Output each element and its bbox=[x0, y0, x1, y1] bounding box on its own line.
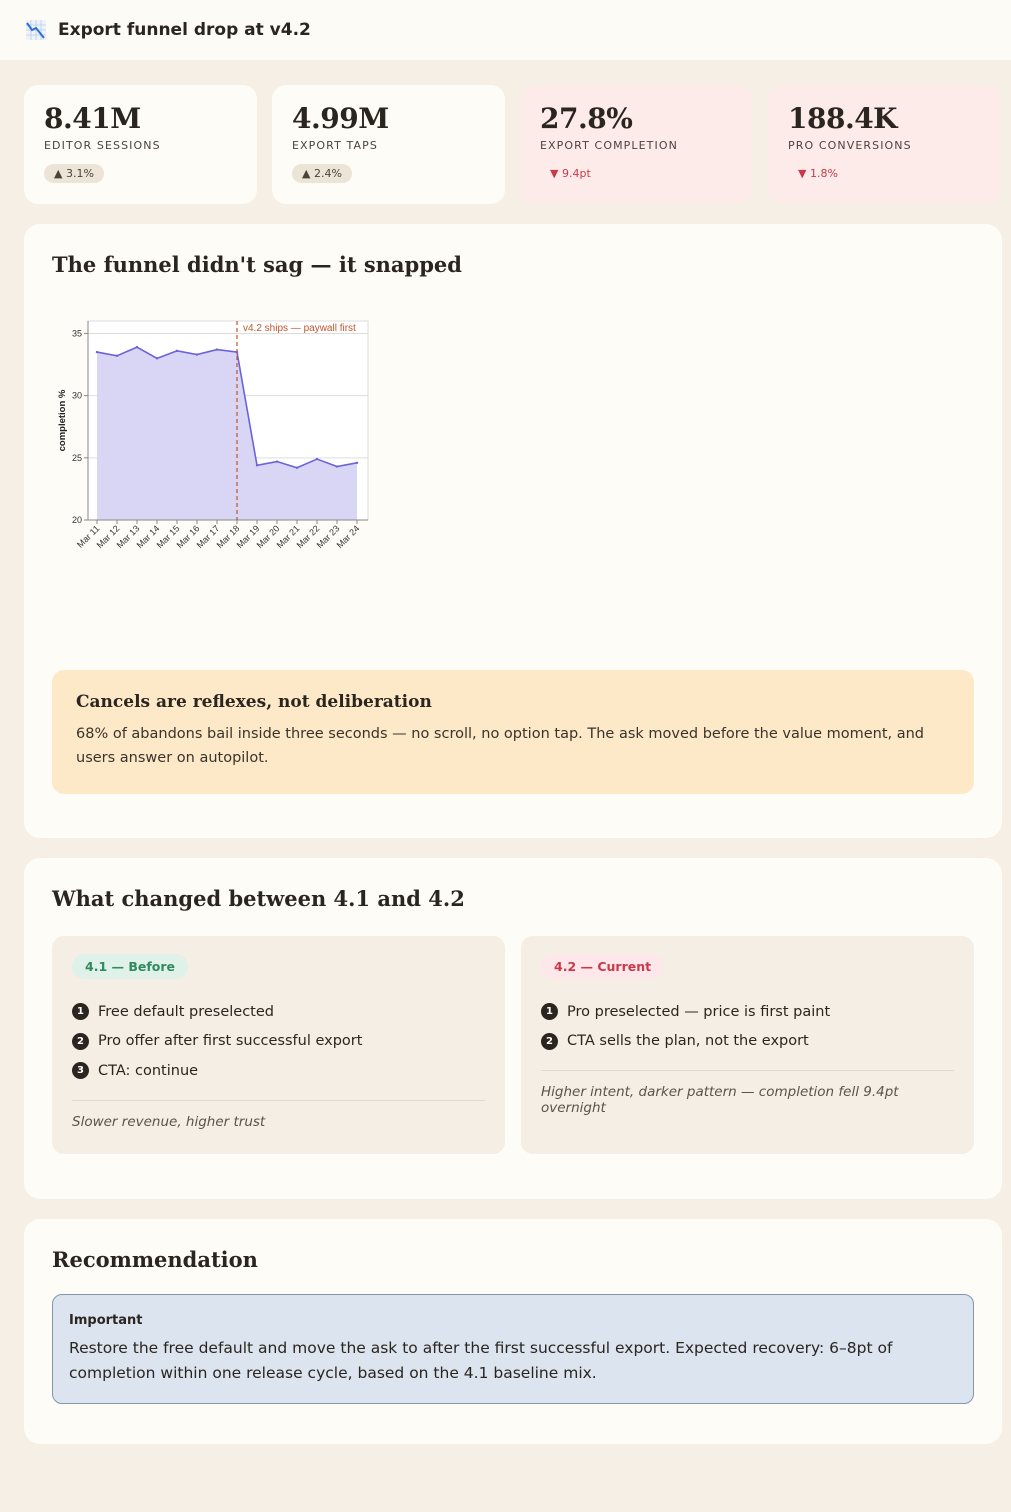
kpi-label: EDITOR SESSIONS bbox=[44, 139, 161, 152]
list-item: 3 CTA: continue bbox=[72, 1056, 485, 1086]
data-point bbox=[96, 351, 98, 353]
kpi-value: 4.99M bbox=[292, 102, 389, 135]
y-tick-label: 30 bbox=[71, 390, 82, 401]
kpi-delta-badge: ▲ 2.4% bbox=[292, 164, 352, 183]
completion-chart bbox=[52, 310, 374, 562]
triangle-up-icon: ▲ bbox=[54, 167, 66, 180]
divider bbox=[541, 1070, 954, 1071]
kpi-label: EXPORT TAPS bbox=[292, 139, 378, 152]
triangle-down-icon: ▼ bbox=[550, 167, 562, 180]
data-point bbox=[136, 346, 138, 348]
kpi-card-export-taps bbox=[272, 85, 505, 204]
version-tag: 4.1 — Before bbox=[72, 954, 188, 979]
data-point bbox=[156, 357, 158, 359]
kpi-value: 27.8% bbox=[540, 102, 633, 135]
x-tick-label: Mar 11 bbox=[75, 523, 102, 550]
page-title: Export funnel drop at v4.2 bbox=[58, 20, 311, 40]
data-point bbox=[316, 458, 318, 460]
alert-body: Restore the free default and move the ask to after the first successful export. Expected recovery: 6–8pt of completion within one release cycle, based on the 4.1 baseline mix. bbox=[69, 1339, 893, 1382]
panel-note: Higher intent, darker pattern — completion fell 9.4pt overnight bbox=[541, 1084, 899, 1116]
callout-title: Cancels are reflexes, not deliberation bbox=[76, 692, 432, 712]
recommendation-section bbox=[24, 1219, 1002, 1444]
triangle-down-icon: ▼ bbox=[798, 167, 810, 180]
data-point bbox=[356, 462, 358, 464]
kpi-delta-badge: ▼ 9.4pt bbox=[550, 167, 591, 180]
before-panel bbox=[52, 936, 505, 1154]
section-heading: Recommendation bbox=[52, 1247, 258, 1272]
kpi-label: EXPORT COMPLETION bbox=[540, 139, 678, 152]
chart-decreasing-icon bbox=[24, 18, 48, 42]
divider bbox=[72, 1100, 485, 1101]
trend-section bbox=[24, 224, 1002, 838]
x-tick-label: Mar 17 bbox=[194, 523, 222, 551]
number-2-icon: 2 bbox=[72, 1033, 89, 1050]
data-point bbox=[176, 350, 178, 352]
y-tick-label: 35 bbox=[71, 328, 82, 339]
x-tick-label: Mar 12 bbox=[94, 523, 122, 551]
x-tick-label: Mar 22 bbox=[294, 523, 322, 551]
current-panel bbox=[521, 936, 974, 1154]
y-tick-label: 25 bbox=[71, 452, 82, 463]
x-tick-label: Mar 15 bbox=[154, 523, 182, 551]
release-marker-label: v4.2 ships — paywall first bbox=[243, 323, 356, 334]
data-point bbox=[276, 460, 278, 462]
x-tick-label: Mar 19 bbox=[234, 523, 262, 551]
panel-note: Slower revenue, higher trust bbox=[72, 1113, 266, 1130]
number-1-icon: 1 bbox=[72, 1003, 89, 1020]
change-list bbox=[541, 997, 954, 1056]
data-point bbox=[256, 464, 258, 466]
kpi-delta-badge: ▼ 1.8% bbox=[798, 167, 838, 180]
number-3-icon: 3 bbox=[72, 1062, 89, 1079]
compare-section bbox=[24, 858, 1002, 1199]
triangle-up-icon: ▲ bbox=[302, 167, 314, 180]
number-1-icon: 1 bbox=[541, 1003, 558, 1020]
section-heading: What changed between 4.1 and 4.2 bbox=[52, 886, 465, 911]
important-alert bbox=[52, 1294, 974, 1404]
insight-callout bbox=[52, 670, 974, 794]
data-point bbox=[296, 467, 298, 469]
x-tick-label: Mar 24 bbox=[334, 523, 362, 551]
kpi-value: 188.4K bbox=[788, 102, 898, 135]
number-2-icon: 2 bbox=[541, 1033, 558, 1050]
kpi-card-editor-sessions bbox=[24, 85, 257, 204]
list-item: 2 Pro offer after first successful export bbox=[72, 1027, 485, 1057]
kpi-value: 8.41M bbox=[44, 102, 141, 135]
alert-label: Important bbox=[69, 1313, 143, 1328]
list-item: 2 CTA sells the plan, not the export bbox=[541, 1027, 954, 1057]
kpi-delta-badge: ▲ 3.1% bbox=[44, 164, 104, 183]
y-axis-label: completion % bbox=[57, 389, 68, 452]
x-tick-label: Mar 13 bbox=[114, 523, 142, 551]
x-tick-label: Mar 23 bbox=[314, 523, 342, 551]
data-point bbox=[116, 355, 118, 357]
x-tick-label: Mar 21 bbox=[274, 523, 302, 551]
y-tick-label: 20 bbox=[71, 515, 82, 525]
callout-body: 68% of abandons bail inside three seconds — no scroll, no option tap. The ask moved before the value moment, and users answer on autopilot. bbox=[76, 726, 925, 766]
change-list bbox=[72, 997, 485, 1086]
kpi-card-export-completion bbox=[520, 85, 753, 204]
x-tick-label: Mar 18 bbox=[214, 523, 242, 551]
data-point bbox=[196, 353, 198, 355]
x-tick-label: Mar 14 bbox=[134, 523, 162, 551]
x-tick-label: Mar 20 bbox=[254, 523, 282, 551]
kpi-card-pro-conversions bbox=[768, 85, 1001, 204]
list-item: 1 Free default preselected bbox=[72, 997, 485, 1027]
section-heading: The funnel didn't sag — it snapped bbox=[52, 252, 462, 277]
kpi-label: PRO CONVERSIONS bbox=[788, 139, 912, 152]
list-item: 1 Pro preselected — price is first paint bbox=[541, 997, 954, 1027]
app-header bbox=[0, 0, 1011, 60]
x-tick-label: Mar 16 bbox=[174, 523, 202, 551]
version-tag: 4.2 — Current bbox=[541, 954, 664, 979]
data-point bbox=[216, 348, 218, 350]
data-point bbox=[336, 465, 338, 467]
